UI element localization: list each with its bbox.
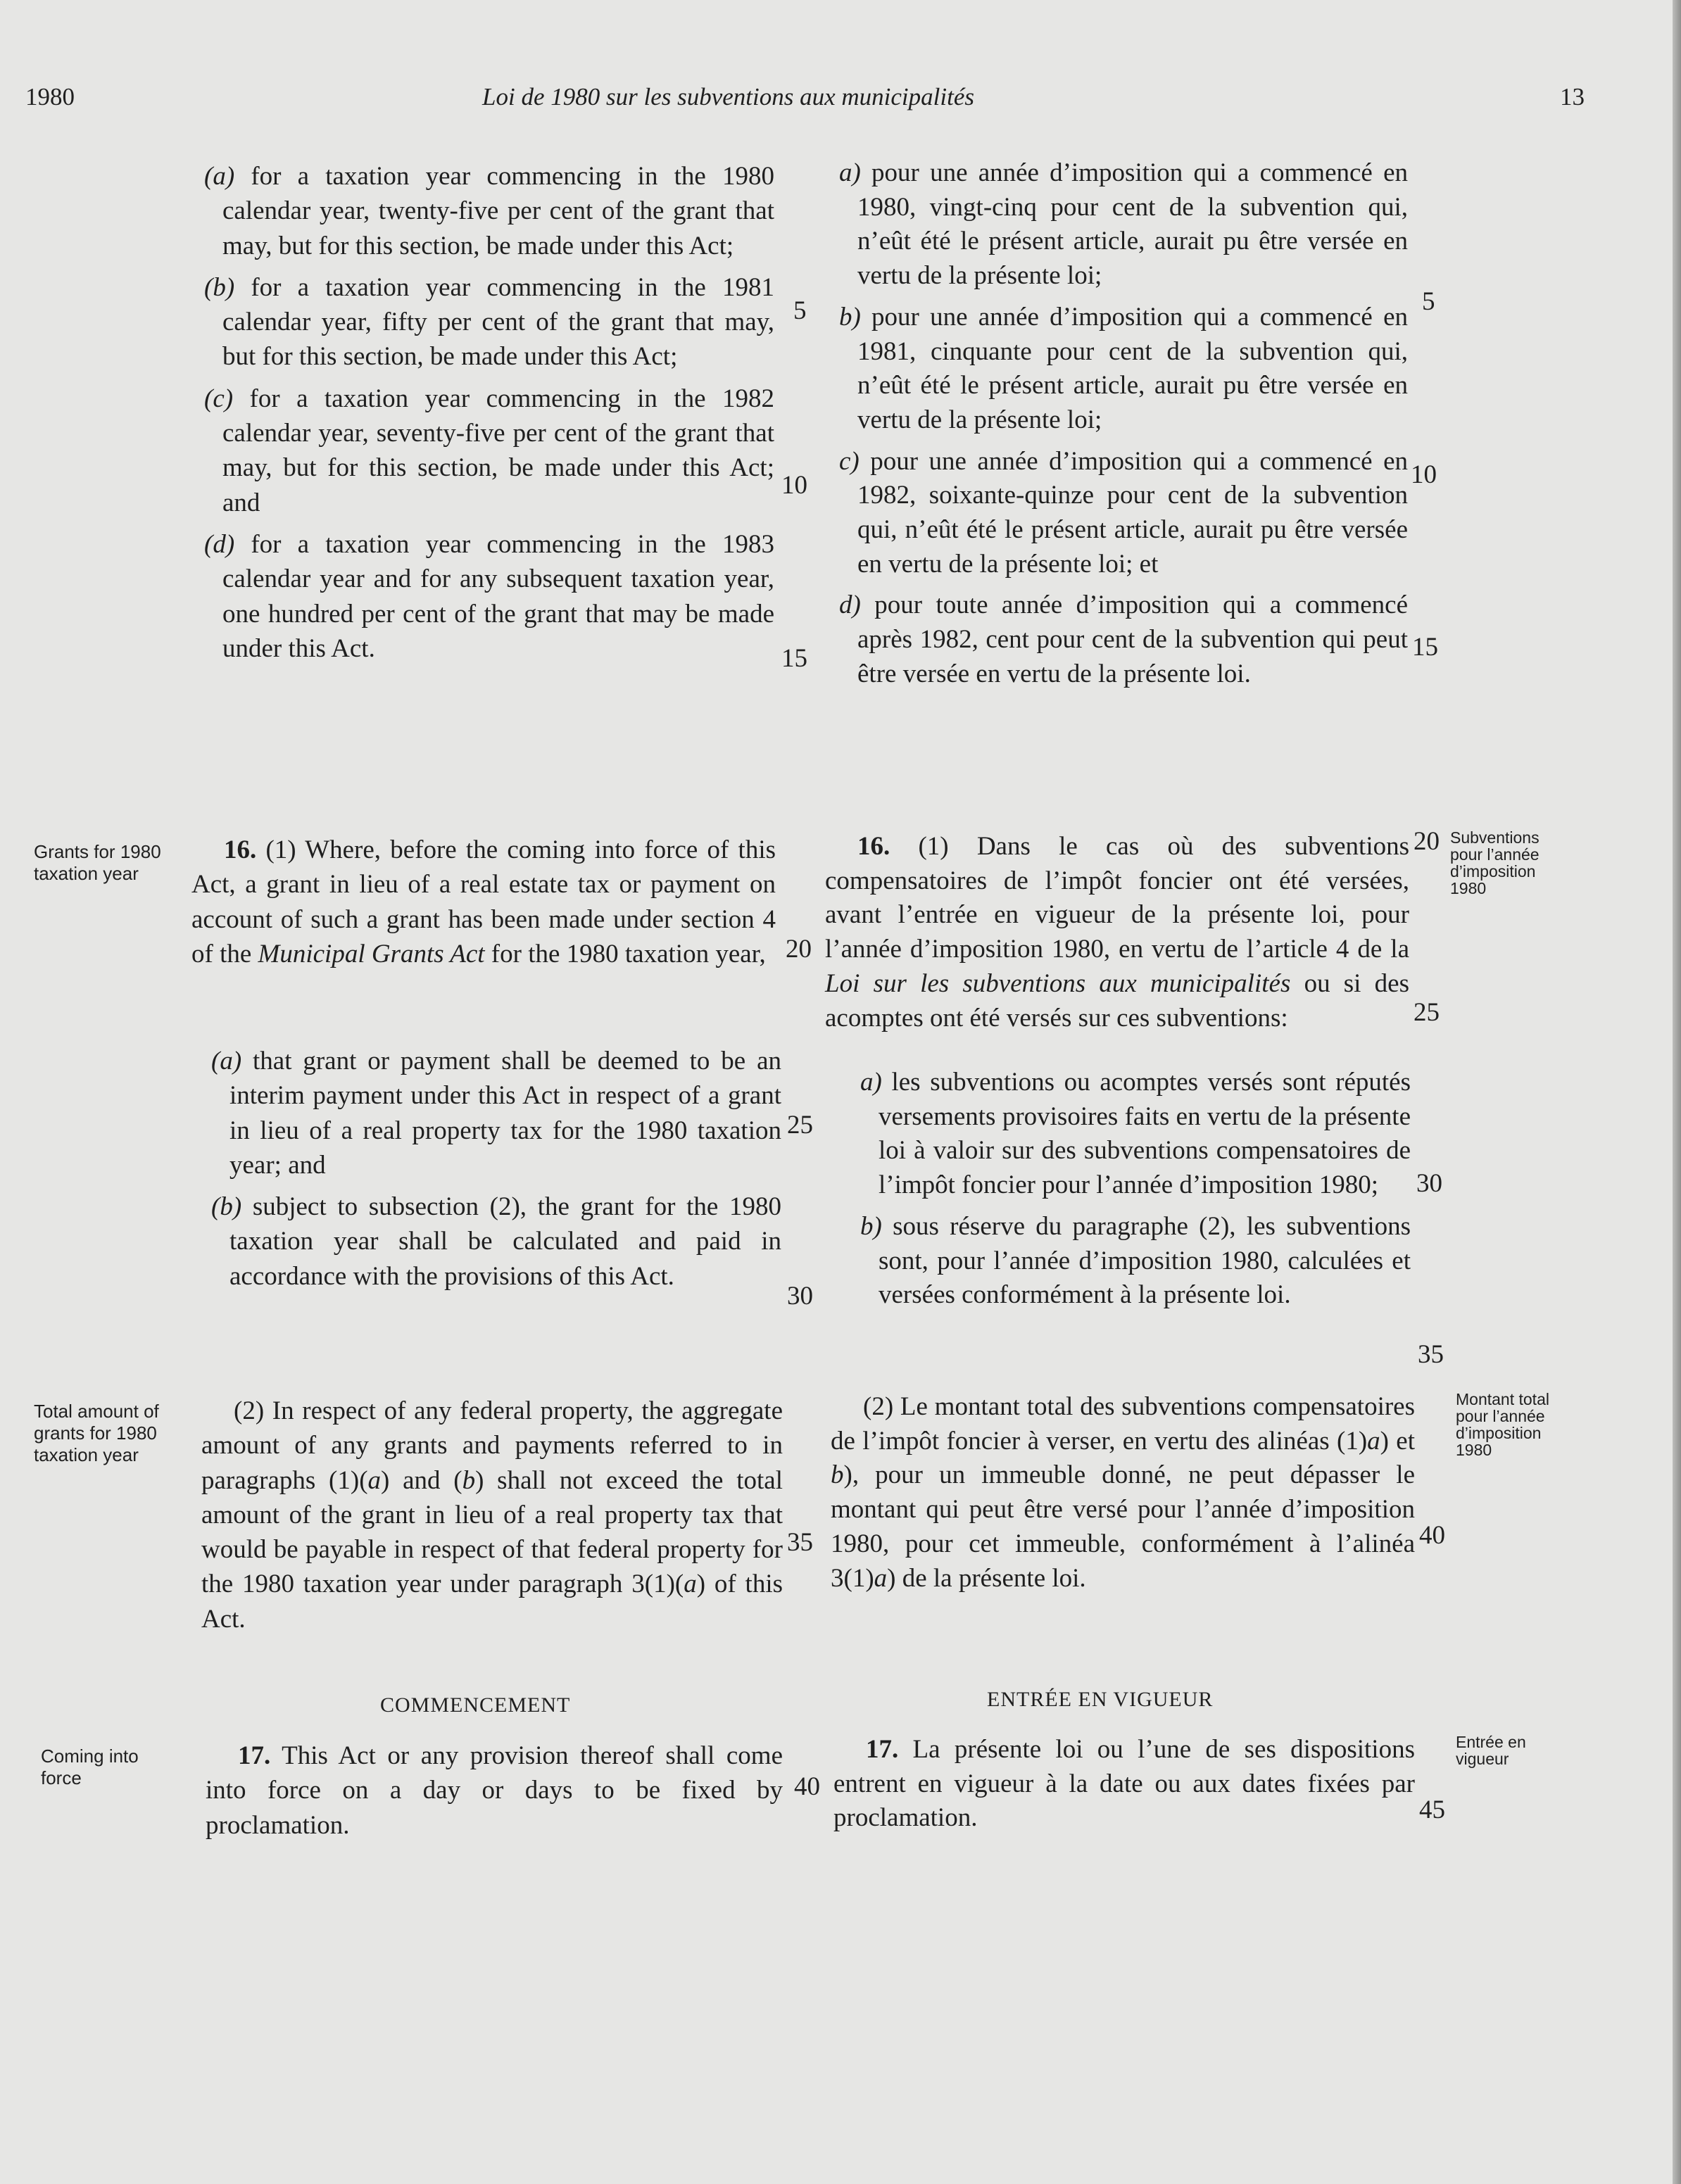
fr-line-number: 40 [1419,1521,1445,1550]
en-s16-1: 16. (1) Where, before the coming into force of this Act, a grant in lieu of a real estate tax or payment on account of such a grant has been made under section 4 of the Municipal Grants Act for the 1980 taxation year, [191,835,776,968]
en-s16-para-a: (a) that grant or payment shall be deemed to be an interim payment under this Act in respect of a grant in lieu of a real property tax for the 1980 taxation year; and [211,1047,781,1180]
en-heading-commencement: COMMENCEMENT [380,1693,571,1717]
fr-line-number: 15 [1412,633,1438,662]
en-para-a: (a) for a taxation year commencing in the 1980 calendar year, twenty-five per cent of the grant that may, but for this section, be made under this Act; [204,162,774,260]
fr-s17: 17. La présente loi ou l’une de ses dispositions entrent en vigueur à la date ou aux dates fixées par proclamation. [833,1735,1415,1833]
fr-line-number: 35 [1418,1340,1444,1369]
margin-note-coming: Coming into force [41,1746,139,1788]
en-para-d: (d) for a taxation year commencing in the 1983 calendar year and for any subsequent taxation year, one hundred per cent of the grant that may be made under this Act. [204,529,774,663]
header-title: Loi de 1980 sur les subventions aux municipalités [482,83,974,111]
margin-note-total: Total amount of grants for 1980 taxation year [34,1401,159,1465]
en-s16-para-b: (b) subject to subsection (2), the grant for the 1980 taxation year shall be calculated and paid in accordance with the provisions of this Act. [211,1192,781,1291]
header-year: 1980 [25,83,75,111]
en-para-b: (b) for a taxation year commencing in the 1981 calendar year, fifty per cent of the grant that may, but for this section, be made under this Act; [204,272,774,372]
en-s17: 17. This Act or any provision thereof shall come into force on a day or days to be fixed by proclamation. [206,1741,783,1840]
fr-line-number: 30 [1416,1169,1442,1198]
fr-line-number: 45 [1419,1795,1445,1824]
fr-s16-paras [860,1066,1411,1313]
fr-line-number: 10 [1411,460,1437,489]
margin-note-subventions: Subventions pour l’année d’imposition 1980 [1450,828,1540,897]
margin-note-grants: Grants for 1980 taxation year [34,841,161,884]
fr-para-b: b) pour une année d’imposition qui a commencé en 1981, cinquante pour cent de la subvention qui, n’eût été le présent article, aurait pu être versée en vertu de la présente loi; [839,302,1408,434]
fr-heading-entree: ENTRÉE EN VIGUEUR [987,1688,1214,1711]
en-para-c: (c) for a taxation year commencing in the 1982 calendar year, seventy-five per cent of the grant that may, but for this section, be made under this Act; and [204,384,774,517]
en-s16-paras [211,1044,781,1294]
fr-clause15 [839,156,1408,692]
fr-line-number: 25 [1414,998,1440,1027]
fr-s16-para-b: b) sous réserve du paragraphe (2), les subventions sont, pour l’année d’imposition 1980, calculées et versées conformément à la présente loi. [860,1211,1411,1310]
en-line-number: 30 [787,1282,813,1311]
en-clause15 [204,159,774,666]
en-s16-2: (2) In respect of any federal property, the aggregate amount of any grants and payments referred to in paragraphs (1)(a) and (b) shall not exceed the total amount of the grant in lieu of a real property tax that would be payable in respect of that federal property for the 1980 taxation year under paragraph 3(1)(a) of this Act. [201,1396,783,1634]
en-line-number: 15 [781,644,807,673]
fr-line-number: 5 [1422,287,1435,316]
en-line-number: 10 [781,471,807,500]
en-line-number: 25 [787,1111,813,1140]
fr-s16-1: 16. (1) Dans le cas où des subventions compensatoires de l’impôt foncier ont été versées, avant l’entrée en vigueur de la présente loi, pour l’année d’imposition 1980, en vertu de l’article 4 de la Loi sur les subventions aux municipalités ou si des acomptes ont été versés sur ces subventions: [825,832,1409,1033]
en-line-number: 20 [786,935,812,964]
page-number: 13 [1560,83,1585,111]
page-edge-shadow [1673,0,1681,2184]
en-line-number: 35 [787,1528,813,1557]
fr-s16-para-a: a) les subventions ou acomptes versés sont réputés versements provisoires faits en vertu de la présente loi à valoir sur des subventions compensatoires de l’impôt foncier pour l’année d’imposition 1980; [860,1068,1411,1200]
fr-s16-2: (2) Le montant total des subventions compensatoires de l’impôt foncier à verser, en vertu des alinéas (1)a) et b), pour un immeuble donné, ne peut dépasser le montant qui peut être versé pour l’année d’imposition 1980, pour cet immeuble, conformément à l’alinéa 3(1)a) de la présente loi. [831,1392,1415,1593]
margin-note-montant: Montant total pour l’année d’imposition 1980 [1456,1390,1549,1459]
fr-para-a: a) pour une année d’imposition qui a commencé en 1980, vingt-cinq pour cent de la subvention qui, n’eût été le présent article, aurait pu être versée en vertu de la présente loi; [839,158,1408,291]
en-line-number: 40 [794,1772,820,1801]
en-line-number: 5 [793,296,807,325]
fr-line-number: 20 [1414,827,1440,856]
margin-note-entree: Entrée en vigueur [1456,1733,1526,1768]
fr-para-c: c) pour une année d’imposition qui a commencé en 1982, soixante-quinze pour cent de la subvention qui, n’eût été le présent article, aurait pu être versée en vertu de la présente loi; et [839,446,1408,579]
fr-para-d: d) pour toute année d’imposition qui a commencé après 1982, cent pour cent de la subvention qui peut être versée en vertu de la présente loi. [839,591,1408,688]
